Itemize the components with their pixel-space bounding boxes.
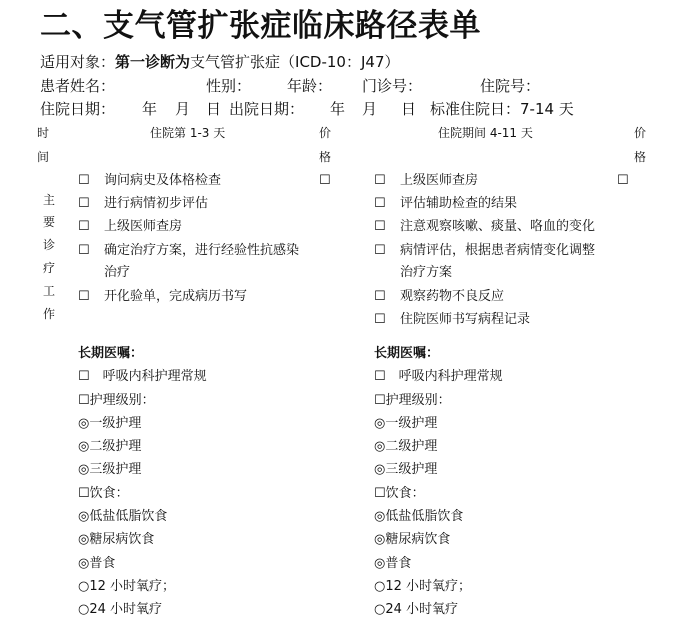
- admit-date-label: 住院日期：: [40, 100, 116, 118]
- clinic-number-label: 门诊号：: [362, 77, 423, 95]
- applicable-prefix: 适用对象：: [40, 53, 116, 71]
- checkbox[interactable]: ☐: [78, 173, 90, 188]
- side-label-char: 主: [43, 193, 56, 207]
- order-option[interactable]: ○24 小时氧疗: [374, 602, 459, 617]
- patient-name-label: 患者姓名：: [40, 77, 116, 95]
- admit-day-label: 日: [206, 100, 222, 118]
- order-item[interactable]: ☐饮食：: [78, 486, 129, 501]
- discharge-year-label: 年: [330, 100, 346, 118]
- side-label-char: 疗: [43, 261, 56, 275]
- admit-year-label: 年: [142, 100, 158, 118]
- order-item[interactable]: ☐护理级别：: [78, 393, 155, 408]
- header-price-char-1: 价: [319, 126, 332, 140]
- checkbox[interactable]: ☐: [374, 312, 386, 327]
- inpatient-number-label: 住院号：: [480, 77, 541, 95]
- task-item: 询问病史及体格检查: [104, 173, 222, 188]
- task-item: 确定治疗方案，进行经验性抗感染: [104, 243, 300, 258]
- side-label-char: 要: [43, 215, 56, 229]
- checkbox[interactable]: ☐: [78, 196, 90, 211]
- task-item-continuation: 治疗: [104, 265, 131, 280]
- long-term-orders-title: 长期医嘱：: [374, 346, 440, 361]
- order-option[interactable]: ○24 小时氧疗: [78, 602, 163, 617]
- header-column-days-4-11: 住院期间 4-11 天: [438, 126, 533, 140]
- checkbox[interactable]: ☐: [374, 289, 386, 304]
- side-label-char: 作: [43, 307, 56, 321]
- checkbox[interactable]: ☐: [78, 219, 90, 234]
- price-checkbox[interactable]: ☐: [319, 173, 331, 188]
- page-title: 二、支气管扩张症临床路径表单: [40, 8, 481, 44]
- side-label-char: 诊: [43, 238, 56, 252]
- side-label-char: 工: [43, 284, 56, 298]
- header-time-char-1: 时: [37, 126, 50, 140]
- header-price-char-2: 格: [319, 150, 332, 164]
- task-item: 住院医师书写病程记录: [400, 312, 531, 327]
- order-option[interactable]: ○12 小时氧疗；: [78, 579, 176, 594]
- order-option[interactable]: ◎二级护理: [78, 439, 142, 454]
- task-item: 评估辅助检查的结果: [400, 196, 518, 211]
- applicable-bold: 第一诊断为: [115, 53, 191, 71]
- order-option[interactable]: ○12 小时氧疗；: [374, 579, 472, 594]
- applicable-line: [40, 52, 400, 72]
- checkbox[interactable]: ☐: [374, 219, 386, 234]
- order-option[interactable]: ◎二级护理: [374, 439, 438, 454]
- task-item: 进行病情初步评估: [104, 196, 209, 211]
- standard-stay-label: 标准住院日：7-14 天: [430, 100, 574, 118]
- order-option[interactable]: ◎糖尿病饮食: [374, 532, 451, 547]
- order-option[interactable]: ◎三级护理: [78, 462, 142, 477]
- task-item: 开化验单，完成病历书写: [104, 289, 248, 304]
- order-option[interactable]: ◎一级护理: [374, 416, 438, 431]
- order-item[interactable]: ☐饮食：: [374, 486, 425, 501]
- price-checkbox[interactable]: ☐: [617, 173, 629, 188]
- header-time-char-2: 间: [37, 150, 50, 164]
- checkbox[interactable]: ☐: [78, 243, 90, 258]
- task-item: 上级医师查房: [400, 173, 479, 188]
- order-option[interactable]: ◎三级护理: [374, 462, 438, 477]
- task-item: 观察药物不良反应: [400, 289, 505, 304]
- discharge-date-label: 出院日期：: [229, 100, 305, 118]
- order-option[interactable]: ◎普食: [374, 556, 412, 571]
- header-price-char-2-right: 格: [634, 150, 647, 164]
- order-option[interactable]: ◎低盐低脂饮食: [78, 509, 168, 524]
- patient-age-label: 年龄：: [287, 77, 333, 95]
- order-item[interactable]: ☐护理级别：: [374, 393, 451, 408]
- task-item: 上级医师查房: [104, 219, 183, 234]
- checkbox[interactable]: ☐: [78, 289, 90, 304]
- discharge-day-label: 日: [401, 100, 417, 118]
- order-item[interactable]: ☐ 呼吸内科护理常规: [374, 369, 503, 384]
- patient-sex-label: 性别：: [206, 77, 252, 95]
- task-item: 病情评估，根据患者病情变化调整: [400, 243, 596, 258]
- order-option[interactable]: ◎一级护理: [78, 416, 142, 431]
- order-option[interactable]: ◎普食: [78, 556, 116, 571]
- order-item[interactable]: ☐ 呼吸内科护理常规: [78, 369, 207, 384]
- long-term-orders-title: 长期医嘱：: [78, 346, 144, 361]
- header-price-char-1-right: 价: [634, 126, 647, 140]
- admit-month-label: 月: [175, 100, 191, 118]
- task-item: 注意观察咳嗽、痰量、咯血的变化: [400, 219, 596, 234]
- discharge-month-label: 月: [362, 100, 378, 118]
- header-column-days-1-3: 住院第 1-3 天: [150, 126, 226, 140]
- applicable-suffix: 支气管扩张症（ICD-10：J47）: [190, 53, 400, 71]
- checkbox[interactable]: ☐: [374, 243, 386, 258]
- order-option[interactable]: ◎低盐低脂饮食: [374, 509, 464, 524]
- task-item-continuation: 治疗方案: [400, 265, 453, 280]
- checkbox[interactable]: ☐: [374, 196, 386, 211]
- checkbox[interactable]: ☐: [374, 173, 386, 188]
- order-option[interactable]: ◎糖尿病饮食: [78, 532, 155, 547]
